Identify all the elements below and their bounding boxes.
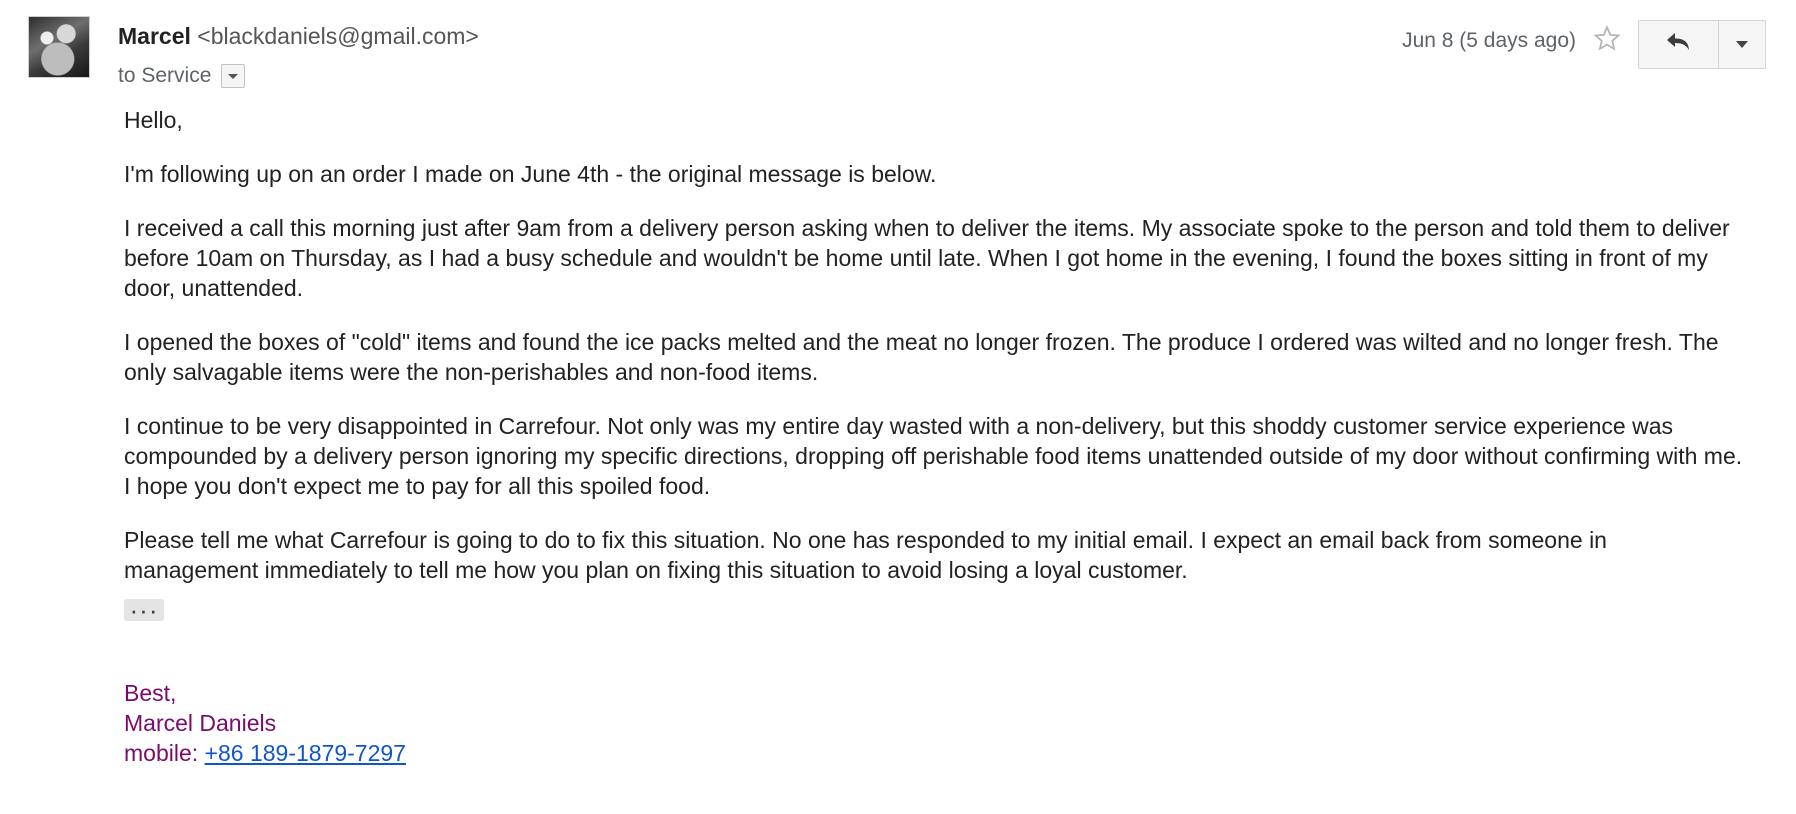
reply-arrow-icon xyxy=(1664,29,1694,60)
sender-line xyxy=(118,22,1402,50)
reply-button-group xyxy=(1638,20,1766,69)
body-greeting: Hello, xyxy=(124,107,183,133)
signature-phone-line xyxy=(124,738,1766,768)
message-date: Jun 8 (5 days ago) xyxy=(1402,29,1576,52)
signature-phone-label: mobile: xyxy=(124,740,205,766)
sender-block xyxy=(118,14,1402,89)
signature-block xyxy=(124,678,1766,768)
ellipsis-icon[interactable] xyxy=(124,599,164,621)
message-body xyxy=(124,105,1766,768)
signature-name: Marcel Daniels xyxy=(124,710,277,736)
star-outline-icon[interactable] xyxy=(1592,20,1622,54)
reply-button[interactable] xyxy=(1638,20,1718,69)
body-paragraph-2: I received a call this morning just after 9am from a delivery person asking when to deliver the items. My associate spoke to the person and told them to deliver before 10am on Thursday, as I had a busy schedule and wouldn't be home until late. When I got home in the evening, I found the boxes sitting in front of my door, unattended. xyxy=(124,215,1730,301)
sender-email: <blackdaniels@gmail.com> xyxy=(197,23,479,49)
message-header xyxy=(0,0,1796,89)
signature-phone-link[interactable]: +86 189-1879-7297 xyxy=(204,740,406,766)
body-paragraph-3: I opened the boxes of "cold" items and found the ice packs melted and the meat no longer frozen. The produce I ordered was wilted and no longer fresh. The only salvagable items were the non-perishables and non-food items. xyxy=(124,329,1719,385)
more-options-button[interactable] xyxy=(1718,20,1766,69)
sender-name: Marcel xyxy=(118,23,191,49)
message-header-actions xyxy=(1402,14,1796,69)
chevron-down-icon[interactable] xyxy=(221,64,245,88)
body-paragraph-5: Please tell me what Carrefour is going to do to fix this situation. No one has responded to my initial email. I expect an email back from someone in management immediately to tell me how you plan on fixing this situation to avoid losing a loyal customer. xyxy=(124,527,1607,583)
recipient-label: to Service xyxy=(118,64,212,87)
signature-closing: Best, xyxy=(124,680,177,706)
avatar xyxy=(28,16,90,78)
body-paragraph-4: I continue to be very disappointed in Carrefour. Not only was my entire day wasted with a non-delivery, but this shoddy customer service experience was compounded by a delivery person ignoring my specific directions, dropping off perishable food items unattended outside of my door without confirming with me. I hope you don't expect me to pay for all this spoiled food. xyxy=(124,413,1743,499)
body-paragraph-1: I'm following up on an order I made on June 4th - the original message is below. xyxy=(124,161,937,187)
recipient-line xyxy=(118,63,1402,89)
